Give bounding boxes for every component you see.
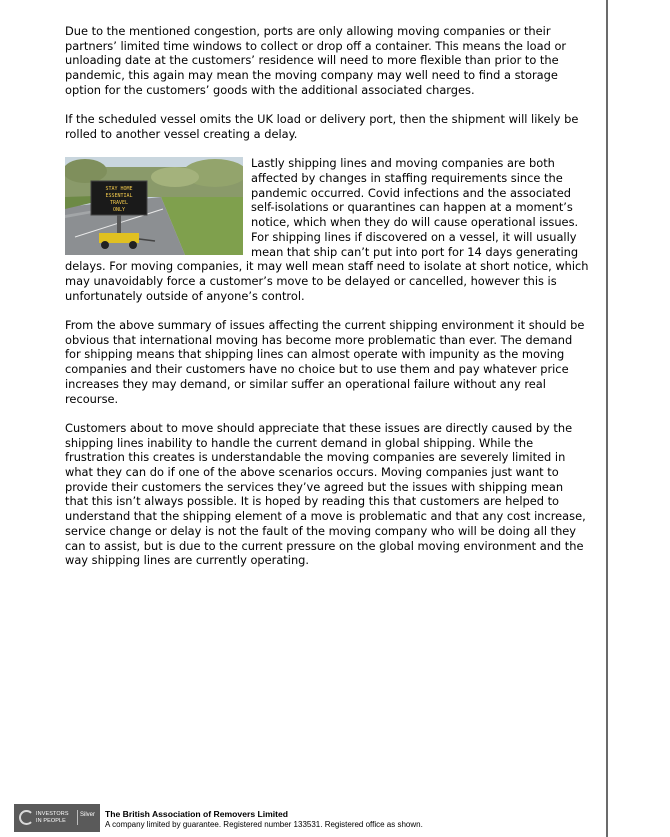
sign-line-1: STAY HOME (105, 186, 133, 193)
body-text (65, 24, 589, 583)
badge-divider (77, 810, 78, 825)
paragraph-vessel-omission: If the scheduled vessel omits the UK load or delivery port, then the shipment will likely be rolled to another vessel creating a delay. (65, 112, 579, 141)
road-sign-photo (65, 157, 243, 255)
page-footer (14, 804, 604, 832)
paragraph-customers: Customers about to move should appreciate that these issues are directly caused by the shipping lines inability to handle the current demand in global shipping. While the frustration this creates is understandable the moving companies are severely limited in what they can do if one of the above scenarios occurs. Moving companies just want to provide their customers the services they’ve agreed but the issues with shipping mean that this isn’t always possible. It is hoped by reading this that customers are helped to understand that the shipping element of a move is problematic and that any cost increase, service change or delay is not the fault of the moving company who will be doing all they can to assist, but is due to the current pressure on the global moving environment and the way shipping lines are currently operating. (65, 420, 586, 568)
ring-icon (19, 810, 34, 825)
registration-text: A company limited by guarantee. Registered number 133531. Registered office as shown. (105, 820, 423, 829)
sign-line-4: ONLY (112, 207, 126, 214)
paragraph-port-congestion: Due to the mentioned congestion, ports are only allowing moving companies or their partners’ limited time windows to collect or drop off a container. This means the load or unloading date at the customers’ residence will need to more flexible than prior to the pandemic, this again may mean the moving company may well need to find a storage option for the customers’ goods with the additional associated charges. (65, 24, 567, 97)
paragraph-summary: From the above summary of issues affecting the current shipping environment it should be obvious that international moving has become more problematic than ever. The demand for shipping means that shipping lines can almost operate with impunity as the moving companies and their customers have no choice but to use them and pay whatever price increases they may demand, or similar suffer an operational failure without any real recourse. (65, 318, 585, 406)
paragraph-staffing: STAY HOME ESSENTIAL TRAVEL ONLY Lastly shipping lines and moving companies are both affected by changes in staffing requirements since the pandemic occurred. Covid infections and the associated self-isolations or quarantines can happen at a moment’s notice, which when they do will cause operational issues. For shipping lines if discovered on a vessel, it will usually mean that ship can’t put into port for 14 days generating delays. For moving companies, it may well mean staff need to isolate at short notice, which may unavoidably force a customer’s move to be delayed or cancelled, however this is unfortunately outside of anyone’s control. (65, 156, 589, 303)
badge-line-2: IN PEOPLE (36, 817, 66, 824)
badge-level: Silver (80, 812, 96, 818)
badge-line-1: INVESTORS (36, 811, 69, 817)
sign-line-2: ESSENTIAL (105, 193, 133, 200)
investors-in-people-logo (14, 804, 100, 832)
sign-line-3: TRAVEL (109, 200, 129, 207)
company-name: The British Association of Removers Limited (105, 809, 289, 819)
